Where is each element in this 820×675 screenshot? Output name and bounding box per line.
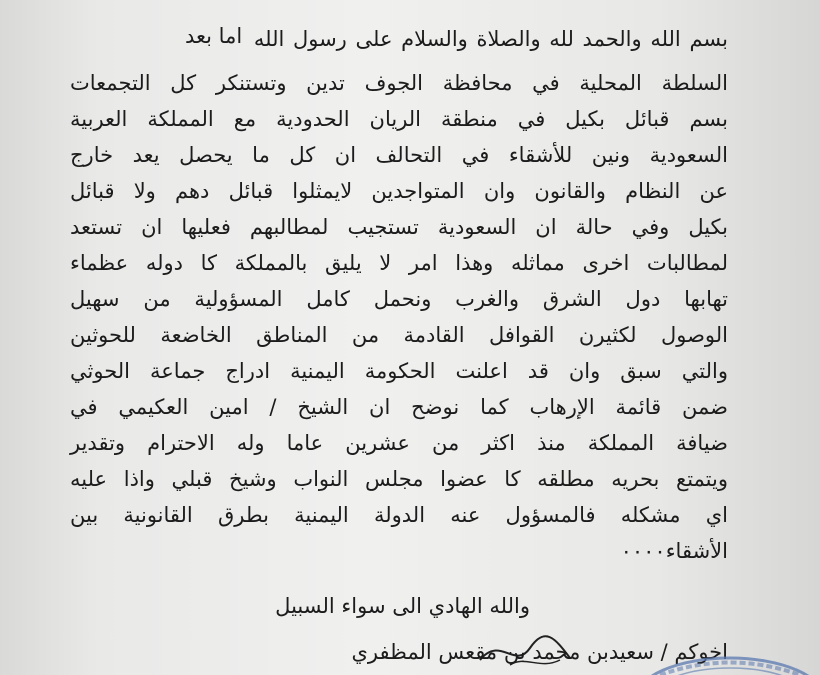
body-line: ضيافة المملكة منذ اكثر من عشرين عاما وله الاحترام وتقدير bbox=[70, 431, 728, 455]
letter-opening: بسم الله والحمد لله والصلاة والسلام على رسول الله bbox=[253, 27, 728, 51]
body-line: السعودية ونين للأشقاء في التحالف ان كل ما يحصل يعد خارج bbox=[70, 143, 728, 167]
body-line: بسم قبائل بكيل في منطقة الريان الحدودية مع المملكة العربية bbox=[70, 107, 728, 131]
body-line: بكيل وفي حالة ان السعودية تستجيب لمطالبهم فعليها ان تستعد bbox=[70, 215, 728, 239]
body-line: ضمن قائمة الإرهاب كما نوضح ان الشيخ / امين العكيمي في bbox=[70, 395, 728, 419]
body-line: والتي سبق وان قد اعلنت الحكومة اليمنية ادراج جماعة الحوثي bbox=[70, 359, 728, 383]
body-line: الأشقاء٠٠٠٠ bbox=[620, 539, 728, 563]
body-line: السلطة المحلية في محافظة الجوف تدين وتستنكر كل التجمعات bbox=[70, 71, 728, 95]
body-line: ويتمتع بحريه مطلقه كا عضوا مجلس النواب وشيخ قبلي واذا عليه bbox=[70, 467, 728, 491]
body-line: لمطالبات اخرى مماثله وهذا امر لا يليق بالمملكة كا دوله عظماء bbox=[70, 251, 728, 275]
body-line: اي مشكله فالمسؤول عنه الدولة اليمنية بطرق القانونية بين bbox=[70, 503, 728, 527]
letter-signature: اخوكم / سعيدبن محمد بن مقعس المظفري bbox=[351, 640, 728, 664]
body-line: عن النظام والقانون وان المتواجدين لايمثلوا قبائل دهم ولا قبائل bbox=[70, 179, 728, 203]
body-line: تهابها دول الشرق والغرب ونحمل كامل المسؤولية من سهيل bbox=[70, 287, 728, 311]
letter-opening-end: اما بعد bbox=[185, 24, 243, 48]
official-stamp-icon bbox=[620, 640, 820, 675]
body-line: الوصول لكثيرن القوافل القادمة من المناطق الخاضعة للحوثين bbox=[70, 323, 728, 347]
letter-closing: والله الهادي الى سواء السبيل bbox=[275, 594, 530, 618]
